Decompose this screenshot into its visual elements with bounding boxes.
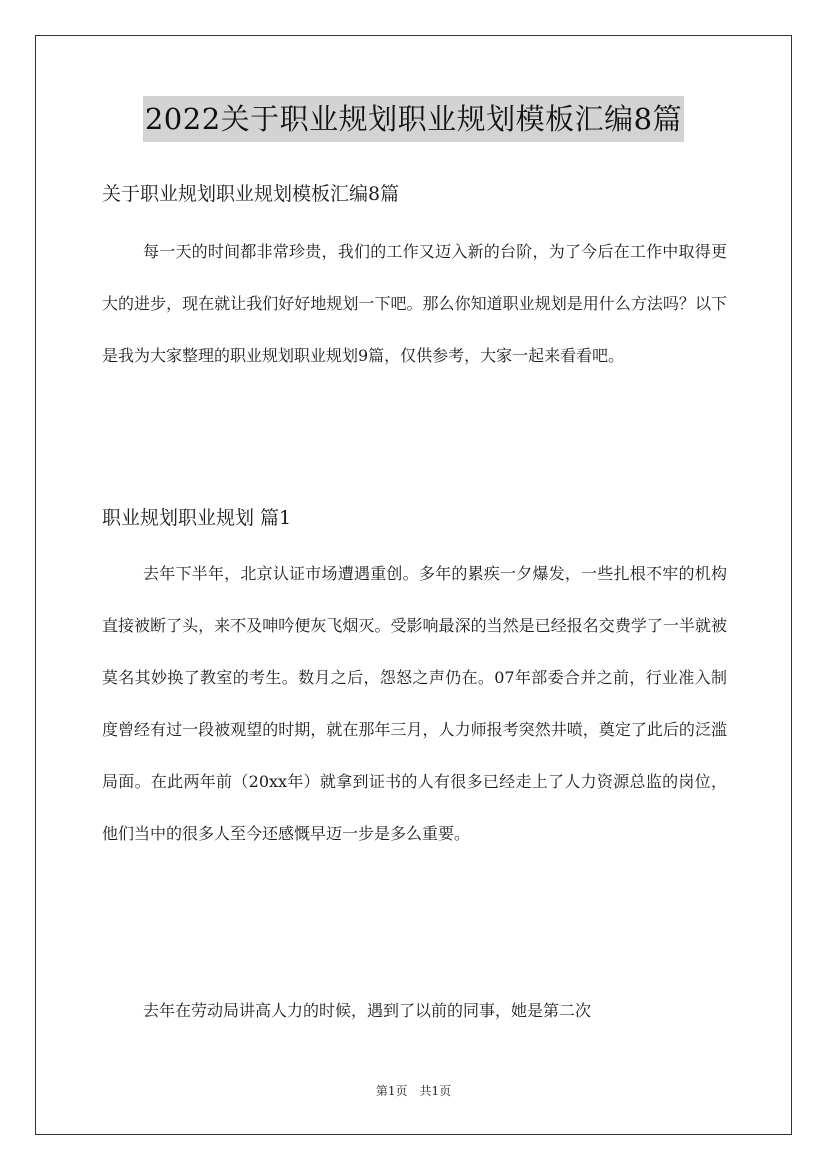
title-container: [0, 96, 827, 142]
section-heading: 职业规划职业规划 篇1: [102, 507, 292, 529]
body-paragraph-1: 去年下半年，北京认证市场遭遇重创。多年的累疾一夕爆发，一些扎根不牢的机构直接被断了头，来不及呻吟便灰飞烟灭。受影响最深的当然是已经报名交费学了一半就被莫名其妙换了教室的考生。数月之后，怨怒之声仍在。07年部委合并之前，行业准入制度曾经有过一段被观望的时期，就在那年三月，人力师报考突然井喷，奠定了此后的泛滥局面。在此两年前（20xx年）就拿到证书的人有很多已经走上了人力资源总监的岗位，他们当中的很多人至今还感慨早迈一步是多么重要。: [102, 564, 727, 843]
page-footer: 第1页 共1页: [375, 1084, 452, 1098]
intro-paragraph: 每一天的时间都非常珍贵，我们的工作又迈入新的台阶，为了今后在工作中取得更大的进步，现在就让我们好好地规划一下吧。那么你知道职业规划是用什么方法吗？以下是我为大家整理的职业规划职业规划9篇，仅供参考，大家一起来看看吧。: [102, 242, 727, 365]
body-paragraph-2: 去年在劳动局讲高人力的时候，遇到了以前的同事，她是第二次: [143, 1001, 592, 1020]
document-title: 2022关于职业规划职业规划模板汇编8篇: [143, 96, 684, 142]
document-subtitle: 关于职业规划职业规划模板汇编8篇: [102, 183, 400, 205]
